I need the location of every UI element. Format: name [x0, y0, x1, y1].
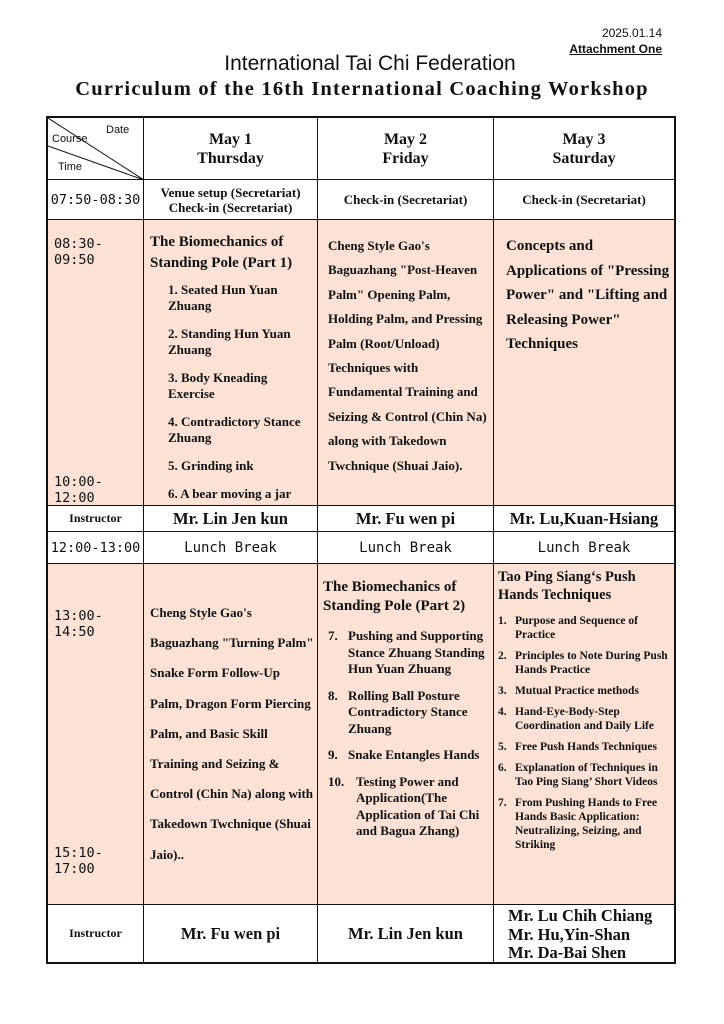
- topic-text: Explanation of Techniques in Tao Ping Siang’ Short Videos: [515, 762, 658, 788]
- topic-text: From Pushing Hands to Free Hands Basic Application: Neutralizing, Seizing, and Striking: [515, 797, 658, 851]
- page-title: Curriculum of the 16th International Coaching Workshop: [75, 78, 649, 100]
- topic-item: [498, 684, 670, 698]
- instructor-name: Mr. Da-Bai Shen: [508, 943, 627, 962]
- session-title: Tao Ping Siang‘s Push Hands Techniques: [498, 569, 636, 603]
- morning-session-day-2: [318, 220, 494, 506]
- topic-number: 7.: [328, 628, 338, 643]
- session-topic-list: [498, 614, 670, 852]
- session-topic-list: [150, 282, 310, 502]
- topic-number: 2.: [498, 650, 507, 662]
- afternoon-session-day-3: [494, 564, 674, 905]
- topic-item: 5. Grinding ink: [168, 458, 254, 473]
- checkin-time: 07:50-08:30: [48, 180, 144, 220]
- session-description: Cheng Style Gao's Baguazhang "Turning Palm" Snake Form Follow-Up Palm, Dragon Form Piercing Palm, and Basic Skill Training and Seizing & Control (Chin Na) along with Takedown Twchnique (Shuai Jaio)..: [150, 605, 314, 862]
- checkin-day-2: Check-in (Secretariat): [318, 180, 494, 220]
- morning-time-cell: [48, 220, 144, 506]
- lunch-day-2: Lunch Break: [318, 532, 494, 564]
- topic-item: 1. Seated Hun Yuan Zhuang: [168, 282, 278, 313]
- session-topic-list: [328, 628, 488, 840]
- topic-text: Principles to Note During Push Hands Practice: [515, 650, 668, 676]
- day-date: May 3: [562, 130, 606, 148]
- instructor-am-day-1: Mr. Lin Jen kun: [144, 506, 318, 532]
- corner-course-label: Course: [52, 133, 88, 145]
- instructor-am-day-2: Mr. Fu wen pi: [318, 506, 494, 532]
- topic-text: Snake Entangles Hands: [348, 747, 480, 762]
- instructor-label: Instructor: [48, 905, 144, 962]
- session-description: Concepts and Applications of "Pressing Power" and "Lifting and Releasing Power" Techniques: [506, 238, 670, 352]
- topic-item: [328, 747, 488, 764]
- topic-number: 6.: [498, 762, 507, 774]
- day-date: May 1: [208, 130, 253, 148]
- topic-number: 8.: [328, 687, 338, 703]
- day-header-1: [144, 118, 318, 180]
- topic-number: 9.: [328, 747, 338, 762]
- topic-item: 2. Standing Hun Yuan Zhuang: [168, 326, 291, 357]
- afternoon-start-time: 13:00-14:50: [54, 608, 103, 640]
- topic-number: 5.: [498, 741, 507, 753]
- instructor-name: Mr. Hu,Yin-Shan: [508, 924, 631, 944]
- document-date: 2025.01.14: [601, 26, 662, 40]
- checkin-line: Check-in (Secretariat): [168, 199, 293, 215]
- lunch-day-1: Lunch Break: [144, 532, 318, 564]
- topic-text: Testing Power and Application(The Application of Tai Chi and Bagua Zhang): [356, 773, 480, 838]
- topic-text: Hand-Eye-Body-Step Coordination and Daily Life: [515, 706, 654, 732]
- morning-session-day-1: [144, 220, 318, 506]
- topic-item: [498, 796, 670, 852]
- checkin-line: Venue setup (Secretariat): [160, 184, 301, 200]
- topic-item: [498, 649, 670, 677]
- topic-item: 6. A bear moving a jar: [168, 486, 292, 501]
- morning-end-time: 10:00-12:00: [54, 474, 103, 506]
- day-weekday: Thursday: [197, 149, 264, 167]
- instructor-pm-day-2: Mr. Lin Jen kun: [318, 905, 494, 962]
- afternoon-session-day-2: [318, 564, 494, 905]
- topic-text: Purpose and Sequence of Practice: [515, 615, 638, 641]
- instructor-pm-day-3: [494, 905, 674, 962]
- instructor-am-day-3: Mr. Lu,Kuan-Hsiang: [494, 506, 674, 532]
- session-title: The Biomechanics of Standing Pole (Part 1): [150, 234, 293, 271]
- topic-item: 4. Contradictory Stance Zhuang: [168, 414, 301, 445]
- topic-text: Rolling Ball Posture Contradictory Stance Zhuang: [348, 687, 468, 736]
- checkin-day-1: [144, 180, 318, 220]
- topic-item: [498, 705, 670, 733]
- organization-name: International Tai Chi Federation: [224, 52, 516, 75]
- topic-item: 3. Body Kneading Exercise: [168, 370, 268, 401]
- topic-number: 1.: [498, 615, 507, 627]
- topic-item: [498, 761, 670, 789]
- topic-item: [328, 688, 488, 738]
- day-header-2: [318, 118, 494, 180]
- day-header-3: [494, 118, 674, 180]
- morning-session-day-3: [494, 220, 674, 506]
- corner-time-label: Time: [58, 161, 83, 173]
- instructor-label: Instructor: [48, 506, 144, 532]
- checkin-day-3: Check-in (Secretariat): [494, 180, 674, 220]
- session-title: The Biomechanics of Standing Pole (Part 2): [323, 579, 466, 614]
- curriculum-table: [46, 116, 676, 964]
- afternoon-end-time: 15:10-17:00: [54, 845, 103, 877]
- session-description: Cheng Style Gao's Baguazhang "Post-Heaven Palm" Opening Palm, Holding Palm, and Pressing Palm (Root/Unload) Techniques with Fundamental Training and Seizing & Control (Chin Na) along with Takedown Twchnique (Shuai Jaio).: [328, 238, 487, 473]
- topic-number: 7.: [498, 797, 507, 809]
- topic-text: Mutual Practice methods: [515, 685, 639, 697]
- topic-number: 4.: [498, 706, 507, 718]
- lunch-time: 12:00-13:00: [48, 532, 144, 564]
- afternoon-time-cell: [48, 564, 144, 905]
- topic-number: 10.: [328, 773, 345, 789]
- day-weekday: Friday: [382, 149, 429, 167]
- day-weekday: Saturday: [552, 149, 616, 167]
- topic-item: [498, 614, 670, 642]
- topic-item: [328, 628, 488, 678]
- corner-header-cell: [48, 118, 144, 180]
- morning-start-time: 08:30-09:50: [54, 236, 103, 268]
- instructor-pm-day-1: Mr. Fu wen pi: [144, 905, 318, 962]
- attachment-label: Attachment One: [569, 42, 662, 56]
- instructor-name: Mr. Lu Chih Chiang: [508, 906, 653, 925]
- afternoon-session-day-1: [144, 564, 318, 905]
- topic-text: Free Push Hands Techniques: [515, 741, 657, 753]
- lunch-day-3: Lunch Break: [494, 532, 674, 564]
- topic-number: 3.: [498, 685, 507, 697]
- corner-date-label: Date: [106, 124, 130, 136]
- topic-item: [328, 774, 488, 840]
- topic-item: [498, 740, 670, 754]
- day-date: May 2: [383, 130, 428, 148]
- topic-text: Pushing and Supporting Stance Zhuang Standing Hun Yuan Zhuang: [348, 628, 485, 676]
